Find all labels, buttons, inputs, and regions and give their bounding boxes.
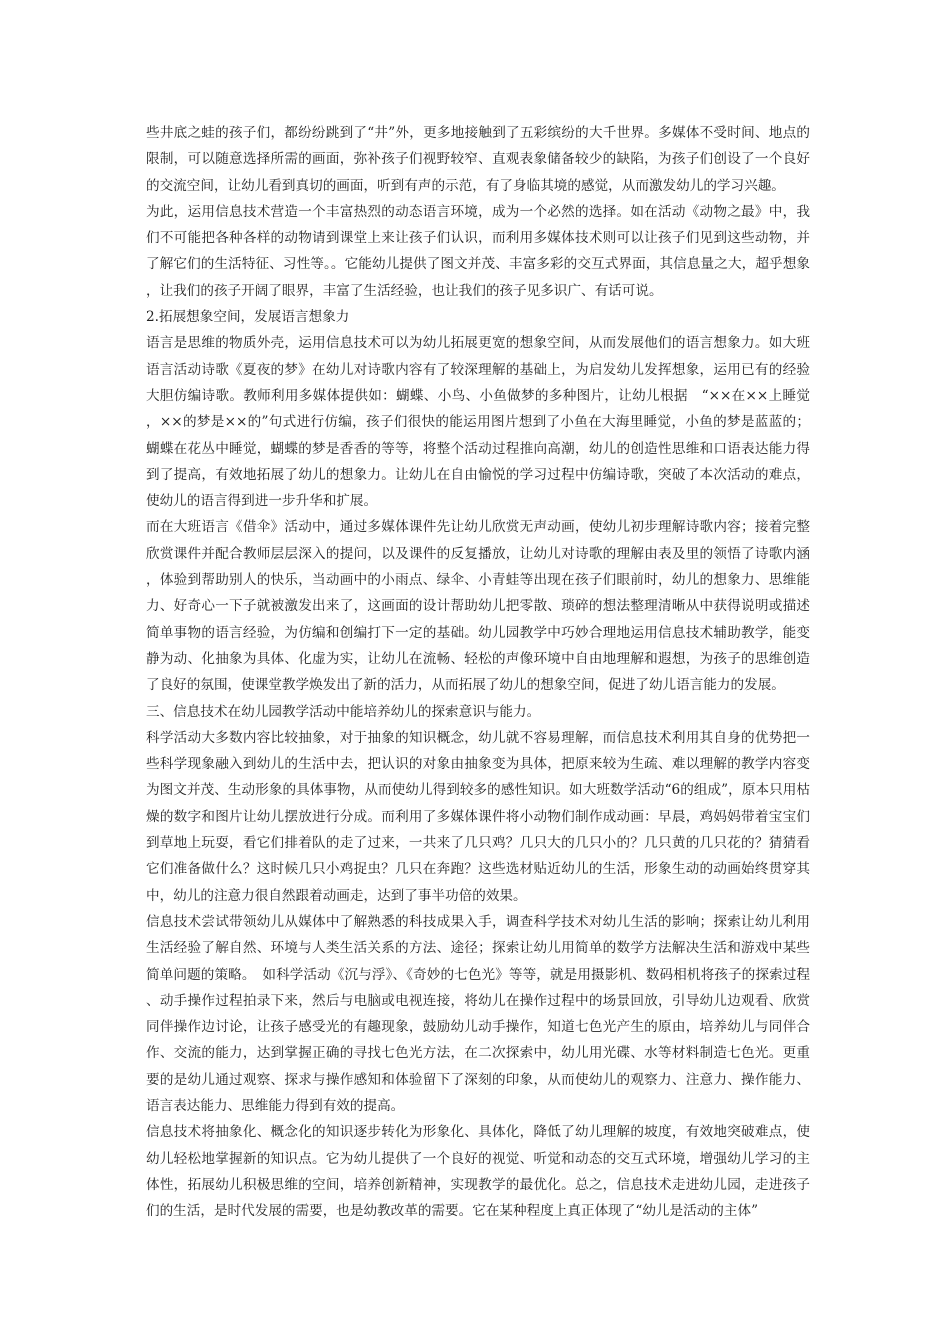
section-heading-imagination: 2.拓展想象空间，发展语言想象力 — [146, 309, 350, 326]
paragraph-conclusion: 信息技术将抽象化、概念化的知识逐步转化为形象化、具体化，降低了幼儿理解的坡度，有效地突破难点，使幼儿轻松地掌握新的知识点。它为幼儿提供了一个良好的视觉、听觉和动态的交互式环境，增强幼儿学习的主体性，拓展幼儿积极思维的空间，培养创新精神，实现教学的最优化。总之，信息技术走进幼儿园，走进孩子们的生活，是时代发展的需要，也是幼教改革的需要。它在某种程度上真正体现了“幼儿是活动的主体” — [146, 1124, 810, 1220]
paragraph-borrow-umbrella: 而在大班语言《借伞》活动中，通过多媒体课件先让幼儿欣赏无声动画，使幼儿初步理解诗歌内容；接着完整欣赏课件并配合教师层层深入的提问，以及课件的反复播放，让幼儿对诗歌的理解由表及里的领悟了诗歌内涵，体验到帮助别人的快乐，当动画中的小雨点、绿伞、小青蛙等出现在孩子们眼前时，幼儿的想象力、思维能力、好奇心一下子就被激发出来了，这画面的设计帮助幼儿把零散、琐碎的想法整理清晰从中获得说明或描述简单事物的语言经验，为仿编和创编打下一定的基础。幼儿园教学中巧妙合理地运用信息技术辅助教学，能变静为动、化抽象为具体、化虚为实，让幼儿在流畅、轻松的声像环境中自由地理解和遐想，为孩子的思维创造了良好的氛围，使课堂教学焕发出了新的活力，从而拓展了幼儿的想象空间，促进了幼儿语言能力的发展。 — [146, 519, 810, 694]
paragraph-multimedia-intro: 些井底之蛙的孩子们，都纷纷跳到了“井”外，更多地接触到了五彩缤纷的大千世界。多媒体不受时间、地点的限制，可以随意选择所需的画面，弥补孩子们视野较窄、直观表象储备较少的缺陷，为孩子们创设了一个良好的交流空间，让幼儿看到真切的画面，听到有声的示范，有了身临其境的感觉，从而激发幼儿的学习兴趣。 — [146, 125, 810, 194]
paragraph-summer-night-dream: 语言是思维的物质外壳，运用信息技术可以为幼儿拓展更宽的想象空间，从而发展他们的语言想象力。如大班语言活动诗歌《夏夜的梦》在幼儿对诗歌内容有了较深理解的基础上，为启发幼儿发挥想象，运用已有的经验大胆仿编诗歌。教师利用多媒体提供如：蝴蝶、小鸟、小鱼做梦的多种图片，让幼儿根据 “××在××上睡觉，××的梦是××的”句式进行仿编，孩子们很快的能运用图片想到了小鱼在大海里睡觉，小鱼的梦是蓝蓝的；蝴蝶在花丛中睡觉，蝴蝶的梦是香香的等等，将整个活动过程推向高潮，幼儿的创造性思维和口语表达能力得到了提高，有效地拓展了幼儿的想象力。让幼儿在自由愉悦的学习过程中仿编诗歌，突破了本次活动的难点，使幼儿的语言得到进一步升华和扩展。 — [146, 335, 810, 510]
section-heading-exploration: 三、信息技术在幼儿园教学活动中能培养幼儿的探索意识与能力。 — [146, 703, 541, 720]
paragraph-science-activities: 科学活动大多数内容比较抽象，对于抽象的知识概念，幼儿就不容易理解，而信息技术利用其自身的优势把一些科学现象融入到幼儿的生活中去，把认识的对象由抽象变为具体，把原来较为生疏、难以理解的教学内容变为图文并茂、生动形象的具体事物，从而使幼儿得到较多的感性知识。如大班数学活动“6的组成”，原本只用枯燥的数字和图片让幼儿摆放进行分成。而利用了多媒体课件将小动物们制作成动画：早晨，鸡妈妈带着宝宝们到草地上玩耍，看它们排着队的走了过来，一共来了几只鸡？几只大的几只小的？几只黄的几只花的？猜猜看它们准备做什么？这时候几只小鸡捉虫？几只在奔跑？这些选材贴近幼儿的生活，形象生动的动画始终贯穿其中，幼儿的注意力很自然跟着动画走，达到了事半功倍的效果。 — [146, 729, 810, 904]
paragraph-technology-exploration: 信息技术尝试带领幼儿从媒体中了解熟悉的科技成果入手，调查科学技术对幼儿生活的影响；探索让幼儿利用生活经验了解自然、环境与人类生活关系的方法、途径；探索让幼儿用简单的数学方法解决生活和游戏中某些简单问题的策略。 如科学活动《沉与浮》、《奇妙的七色光》等等，就是用摄影机、数码相机将孩子的探索过程、动手操作过程拍录下来，然后与电脑或电视连接，将幼儿在操作过程中的场景回放，引导幼儿边观看、欣赏同伴操作边讨论，让孩子感受光的有趣现象，鼓励幼儿动手操作，知道七色光产生的原由，培养幼儿与同伴合作、交流的能力，达到掌握正确的寻找七色光方法，在二次探索中，幼儿用光碟、水等材料制造七色光。更重要的是幼儿通过观察、探求与操作感知和体验留下了深刻的印象，从而使幼儿的观察力、注意力、操作能力、语言表达能力、思维能力得到有效的提高。 — [146, 913, 810, 1114]
paragraph-dynamic-language-environment: 为此，运用信息技术营造一个丰富热烈的动态语言环境，成为一个必然的选择。如在活动《动物之最》中，我们不可能把各种各样的动物请到课堂上来让孩子们认识，而利用多媒体技术则可以让孩子们见到这些动物，并了解它们的生活特征、习性等。。它能幼儿提供了图文并茂、丰富多彩的交互式界面，其信息量之大，超乎想象，让我们的孩子开阔了眼界，丰富了生活经验，也让我们的孩子见多识广、有话可说。 — [146, 203, 810, 299]
document-body — [146, 120, 810, 1224]
